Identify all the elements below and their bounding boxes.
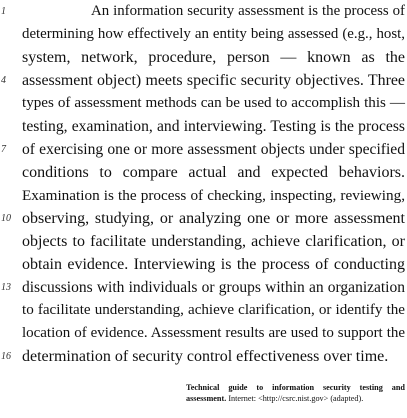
line-text: location of evidence. Assessment results are used to support the — [22, 325, 405, 341]
line-text: testing, examination, and interviewing. Testing is the process — [22, 118, 405, 135]
passage-line — [0, 276, 407, 299]
line-number: 16 — [1, 351, 11, 362]
line-text: Examination is the process of checking, inspecting, reviewing, — [22, 187, 405, 204]
passage-line — [0, 138, 407, 161]
line-number: 10 — [1, 213, 11, 224]
source-title: Technical guide to information security testing and assessment. — [186, 383, 405, 403]
passage-line — [0, 46, 407, 69]
line-number: 1 — [1, 6, 6, 17]
line-text: observing, studying, or analyzing one or more assessment — [22, 210, 405, 227]
passage-line — [0, 299, 407, 322]
line-number: 7 — [1, 144, 6, 155]
line-text: discussions with individuals or groups within an organization — [22, 279, 405, 296]
passage-line — [0, 92, 407, 115]
line-text: types of assessment methods can be used to accomplish this — — [22, 95, 405, 111]
source-detail: Internet: <http://csrc.nist.gov> (adapted). — [228, 394, 364, 403]
line-text: obtain evidence. Interviewing is the process of conducting — [22, 256, 405, 273]
passage-line — [0, 184, 407, 207]
passage-line — [0, 253, 407, 276]
line-number: 13 — [1, 282, 11, 293]
source-citation — [186, 382, 405, 404]
passage-line — [0, 0, 407, 23]
line-text: system, network, procedure, person — known as the — [22, 49, 405, 66]
passage-line — [0, 23, 407, 46]
passage-line — [0, 161, 407, 184]
line-text: of exercising one or more assessment objects under specified — [22, 141, 405, 158]
passage-line — [0, 230, 407, 253]
passage-line — [0, 115, 407, 138]
line-text: assessment object) meets specific security objectives. Three — [22, 72, 405, 89]
line-text: determination of security control effectiveness over time. — [22, 348, 389, 365]
passage-line — [0, 207, 407, 230]
line-number: 4 — [1, 75, 6, 86]
line-text: An information security assessment is the process of — [91, 3, 405, 19]
passage-line — [0, 322, 407, 345]
line-text: determining how effectively an entity being assessed (e.g., host, — [22, 26, 405, 42]
passage-line — [0, 69, 407, 92]
passage-line — [0, 345, 407, 368]
line-text: conditions to compare actual and expected behaviors. — [22, 164, 405, 181]
line-text: objects to facilitate understanding, achieve clarification, or — [22, 233, 405, 250]
line-text: to facilitate understanding, achieve clarification, or identify the — [22, 302, 405, 318]
